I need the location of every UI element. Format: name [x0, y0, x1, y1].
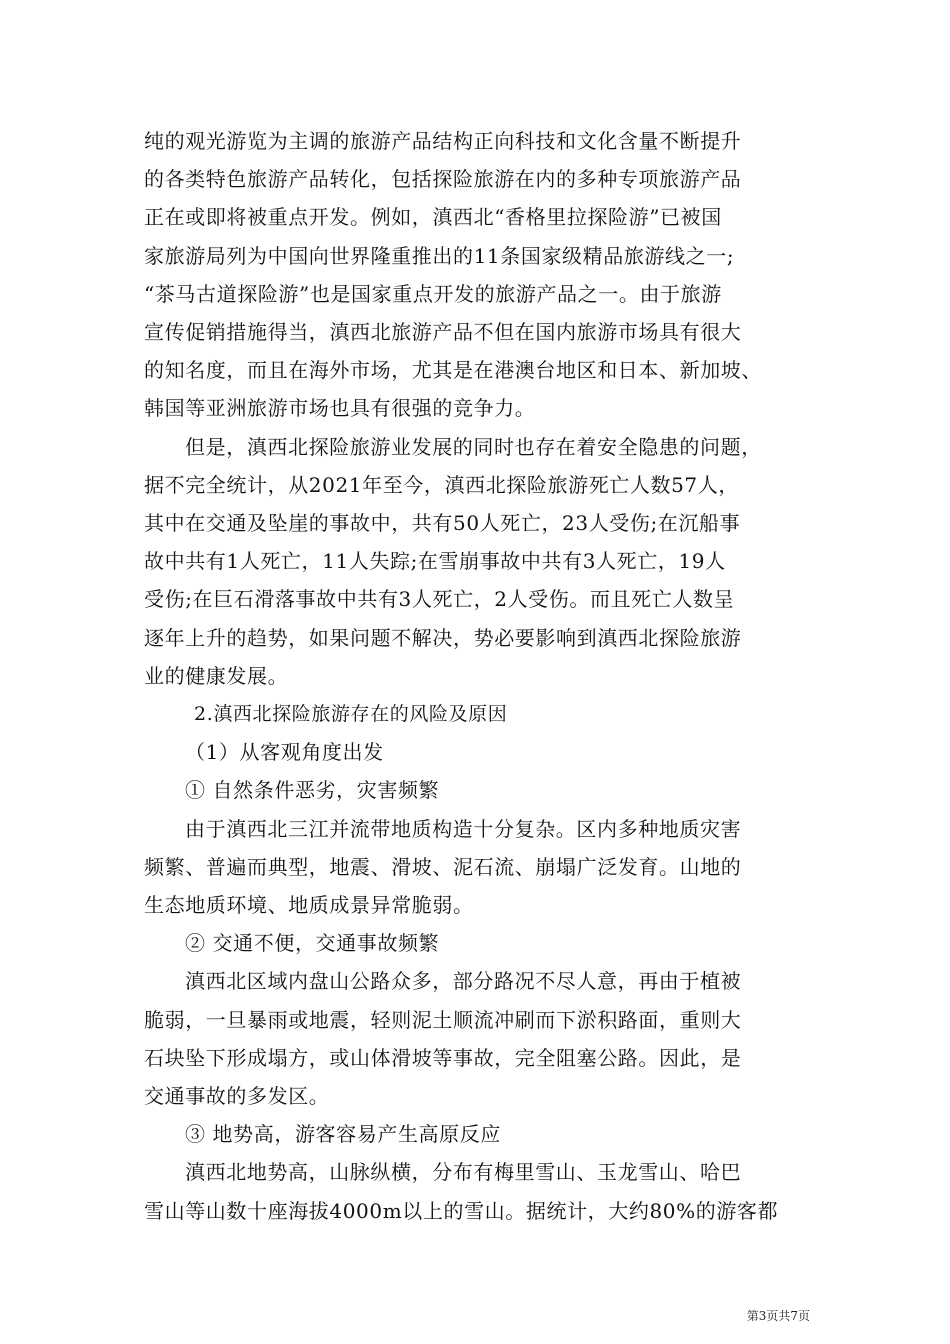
text-line: 滇西北地势高，山脉纵横，分布有梅里雪山、玉龙雪山、哈巴	[185, 1160, 742, 1185]
paragraph-safety-statistics	[144, 428, 814, 695]
text-line: 的各类特色旅游产品转化，包括探险旅游在内的多种专项旅游产品	[144, 167, 742, 192]
text-line: 正在或即将被重点开发。例如，滇西北“香格里拉探险游”已被国	[144, 205, 722, 230]
text-line: 故中共有1人死亡，11人失踪;在雪崩事故中共有3人死亡，19人	[144, 549, 726, 574]
point-heading-text: ① 自然条件恶劣，灾害频繁	[185, 778, 440, 803]
text-line: 据不完全统计，从2021年至今，滇西北探险旅游死亡人数57人，	[144, 472, 739, 497]
paragraph-terrain	[144, 1153, 814, 1229]
text-line: 雪山等山数十座海拔4000m以上的雪山。据统计，大约80%的游客都	[144, 1198, 779, 1223]
text-line: 但是，滇西北探险旅游业发展的同时也存在着安全隐患的问题，	[185, 434, 762, 459]
document-body	[144, 122, 814, 1230]
text-line: 韩国等亚洲旅游市场也具有很强的竞争力。	[144, 396, 536, 421]
text-line: 的知名度，而且在海外市场，尤其是在港澳台地区和日本、新加坡、	[144, 358, 762, 383]
point-heading-altitude	[144, 1115, 814, 1153]
text-line: 宣传促销措施得当，滇西北旅游产品不但在国内旅游市场具有很大	[144, 320, 742, 345]
text-line: “茶马古道探险游”也是国家重点开发的旅游产品之一。由于旅游	[144, 281, 722, 306]
text-line: 业的健康发展。	[144, 663, 289, 688]
text-line: 其中在交通及坠崖的事故中，共有50人死亡，23人受伤;在沉船事	[144, 511, 741, 536]
page-number-footer: 第3页共7页	[746, 1309, 810, 1323]
section-heading	[144, 695, 814, 733]
text-line: 脆弱，一旦暴雨或地震，轻则泥土顺流冲刷而下淤积路面，重则大	[144, 1007, 742, 1032]
text-line: 纯的观光游览为主调的旅游产品结构正向科技和文化含量不断提升	[144, 129, 742, 153]
text-line: 石块坠下形成塌方，或山体滑坡等事故，完全阻塞公路。因此，是	[144, 1045, 742, 1070]
paragraph-tourism-products	[144, 122, 814, 428]
text-line: 家旅游局列为中国向世界隆重推出的11条国家级精品旅游线之一;	[144, 243, 735, 268]
subsection-heading	[144, 733, 814, 771]
text-line: 由于滇西北三江并流带地质构造十分复杂。区内多种地质灾害	[185, 816, 742, 841]
text-line: 滇西北区域内盘山公路众多，部分路况不尽人意，再由于植被	[185, 969, 742, 994]
point-heading-natural-conditions	[144, 771, 814, 809]
point-heading-text: ② 交通不便，交通事故频繁	[185, 931, 440, 956]
text-line: 频繁、普遍而典型，地震、滑坡、泥石流、崩塌广泛发育。山地的	[144, 854, 742, 879]
paragraph-roads	[144, 962, 814, 1115]
text-line: 交通事故的多发区。	[144, 1084, 330, 1109]
paragraph-geology	[144, 810, 814, 925]
point-heading-traffic	[144, 924, 814, 962]
section-heading-text: 2.滇西北探险旅游存在的风险及原因	[194, 703, 508, 726]
text-line: 生态地质环境、地质成景异常脆弱。	[144, 893, 474, 918]
text-line: 受伤;在巨石滑落事故中共有3人死亡，2人受伤。而且死亡人数呈	[144, 587, 735, 612]
point-heading-text: ③ 地势高，游客容易产生高原反应	[185, 1122, 501, 1147]
subsection-heading-text: （1）从客观角度出发	[185, 740, 384, 765]
text-line: 逐年上升的趋势，如果问题不解决，势必要影响到滇西北探险旅游	[144, 625, 742, 650]
